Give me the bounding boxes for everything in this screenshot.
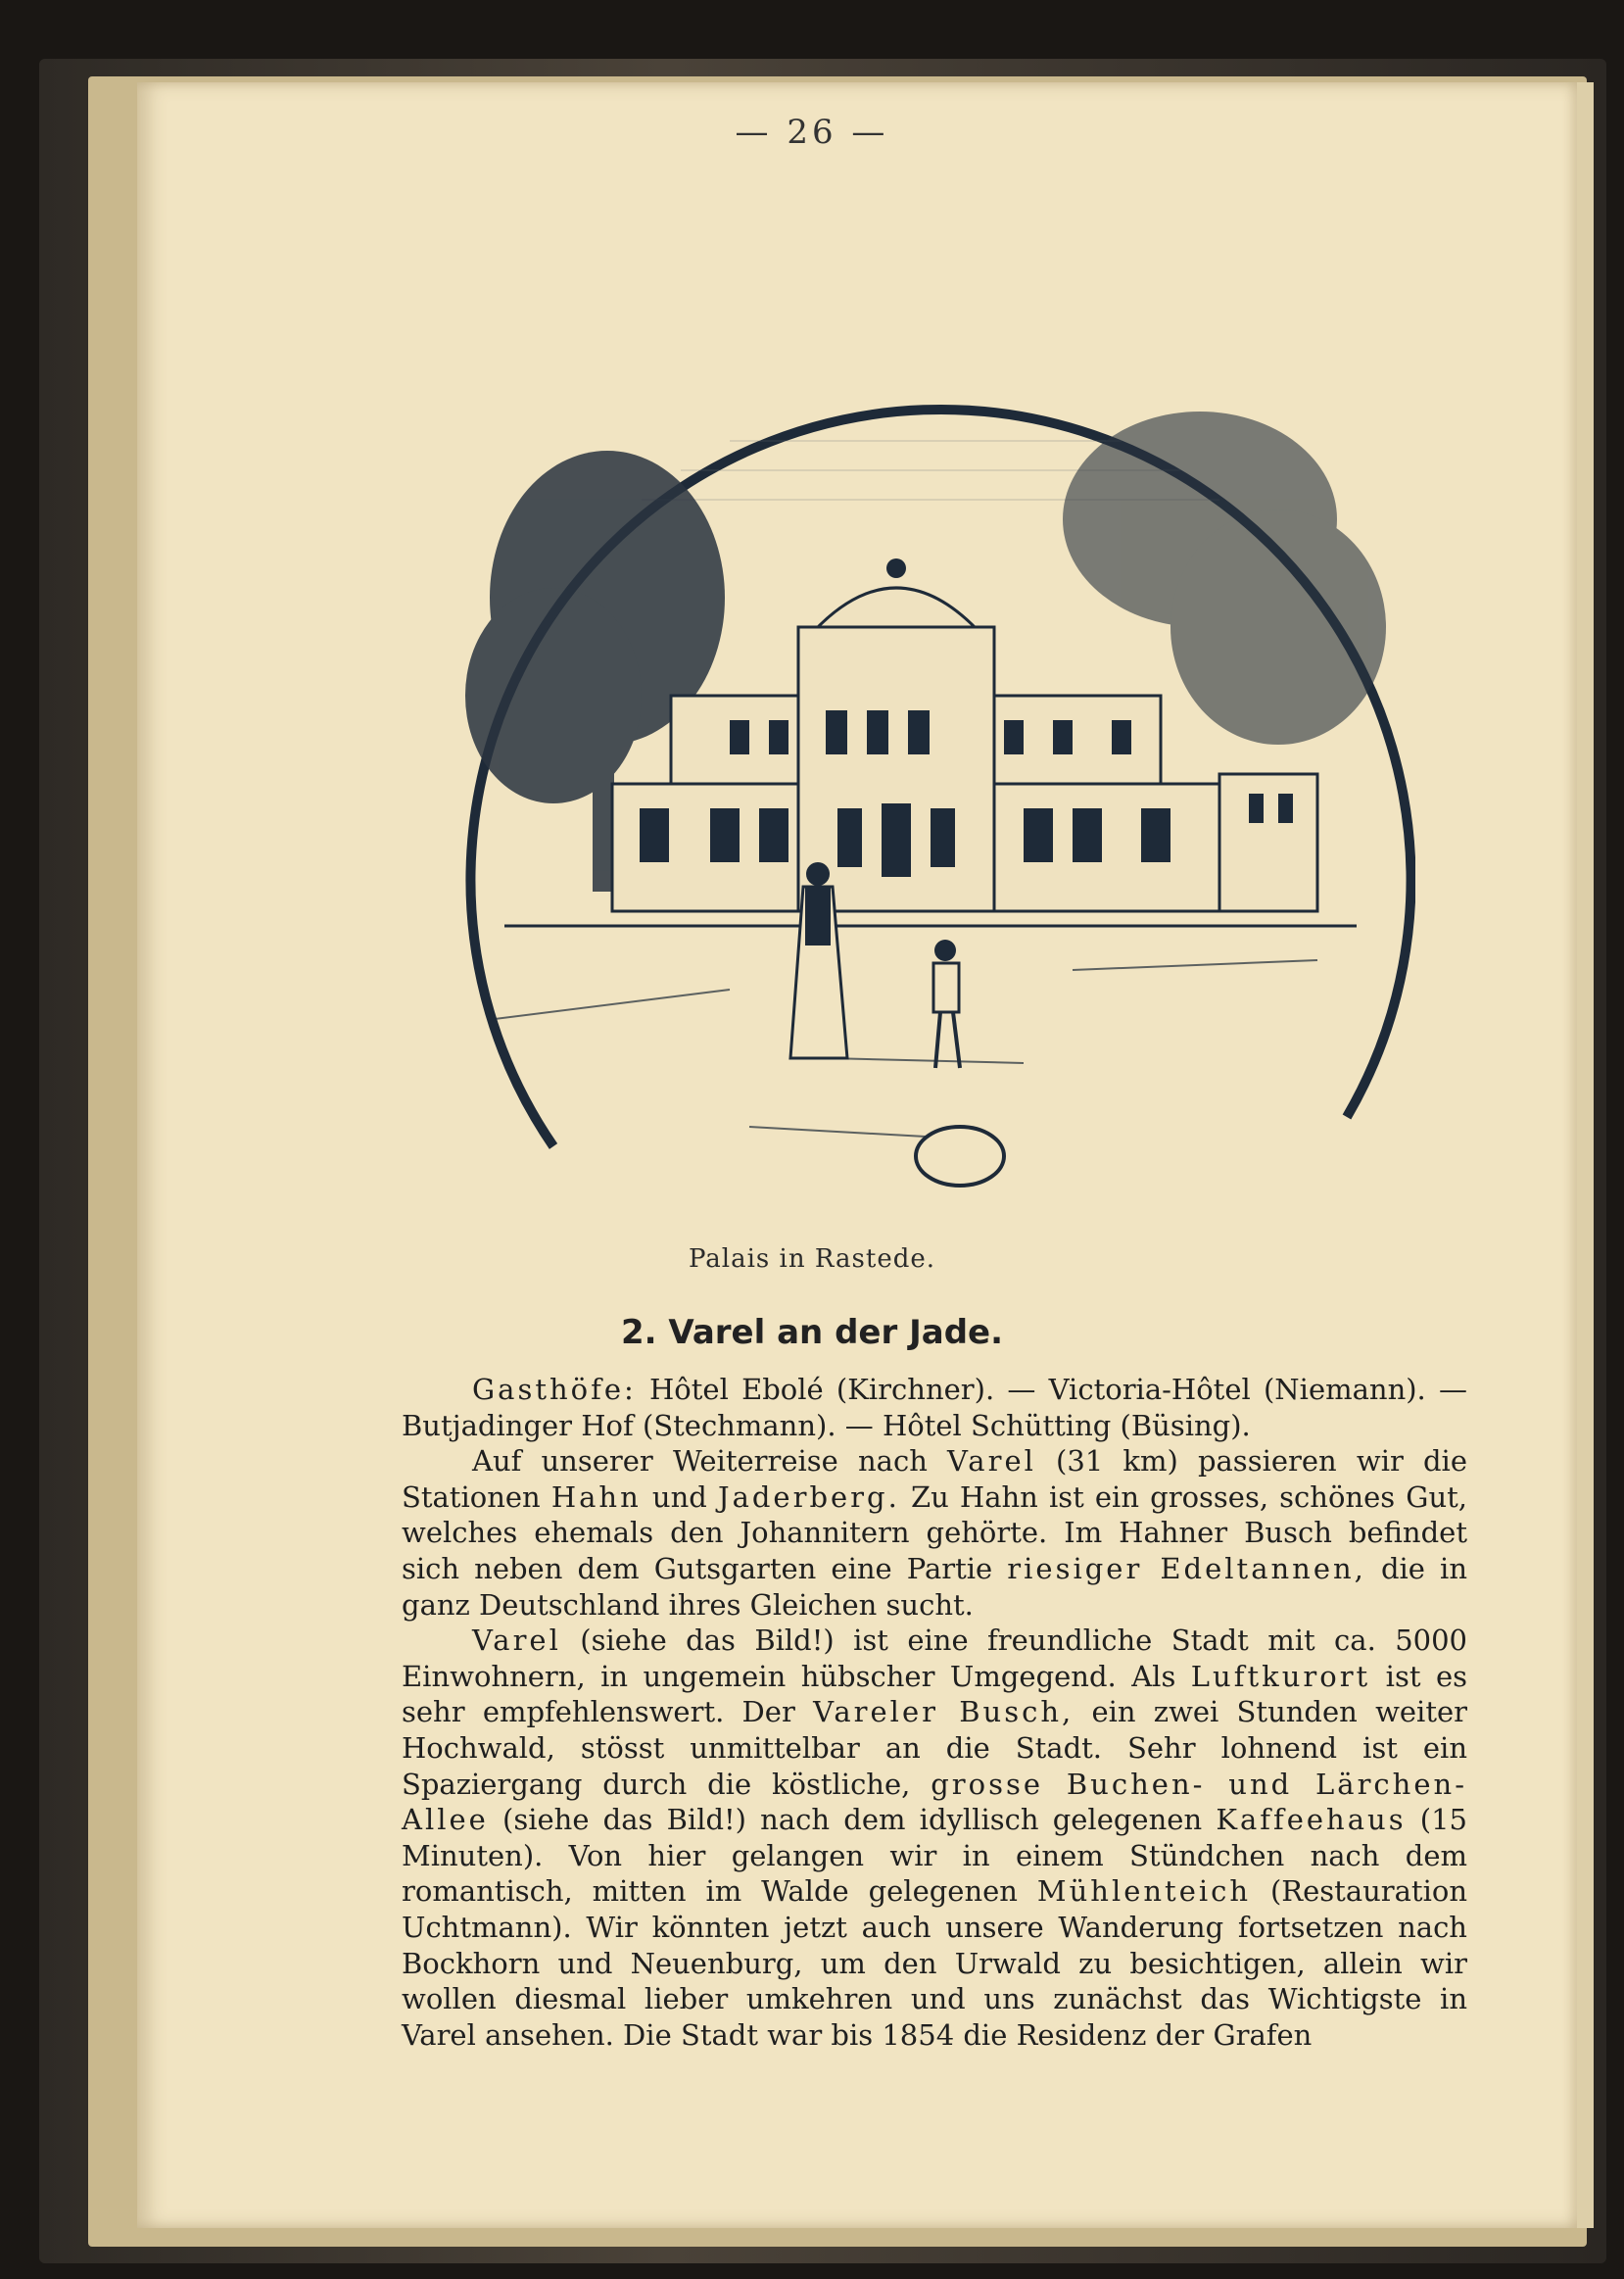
text-run: (Restauration Uchtmann). Wir könnten jetzt auch unsere Wanderung fortsetzen nach Bockhorn und Neuenburg, um den Urwald zu besichtigen, allein wir wollen diesmal lieber umkehren und uns zunächst das Wichtigste in Varel ansehen. Die Stadt war bis 1854 die Residenz der Grafen xyxy=(402,1874,1468,2052)
text-run: (siehe das Bild!) ist eine freundliche Stadt mit ca. 5000 Einwohnern, in ungemein hübscher Umgegend. Als xyxy=(402,1624,1467,1693)
emphasized-text: riesiger Edeltannen, xyxy=(1007,1551,1366,1585)
text-run: Zu Hahn ist ein grosses, schönes Gut, welches ehemals den Johannitern gehörte. Im Hahner Busch befindet sich neben dem Gutsgarten eine Partie xyxy=(402,1479,1467,1585)
emphasized-text: Mühlenteich xyxy=(1036,1874,1252,1909)
text-run: (siehe das Bild!) nach dem idyllisch gelegenen xyxy=(488,1803,1217,1837)
emphasized-text: Hahn xyxy=(550,1479,642,1514)
figure-caption: Palais in Rastede. xyxy=(688,1244,936,1274)
paragraph-weiterreise xyxy=(402,1443,1467,1623)
text-run: (15 Minuten). Von hier gelangen wir in einem Stündchen nach dem romantisch, mitten im Walde gelegenen xyxy=(402,1803,1467,1909)
text-run: und xyxy=(641,1479,718,1514)
text-run: die in ganz Deutschland ihres Gleichen sucht. xyxy=(402,1551,1467,1622)
text-run: Auf unserer Weiterreise nach xyxy=(472,1444,948,1479)
page-number: — 26 — xyxy=(735,113,889,152)
section-heading: 2. Varel an der Jade. xyxy=(620,1313,1004,1352)
emphasized-text: Varel xyxy=(947,1444,1036,1479)
emphasized-text: Varel xyxy=(472,1624,561,1658)
body-text xyxy=(402,1372,1467,2053)
emphasized-text: Vareler Busch, xyxy=(813,1695,1075,1729)
palace-illustration xyxy=(436,372,1415,1225)
paragraph-varel xyxy=(402,1623,1467,2053)
paragraph-gasthoefe xyxy=(402,1372,1467,1443)
text-run: ist es sehr empfehlenswert. Der xyxy=(402,1659,1467,1729)
text-run: (31 km) passieren wir die Stationen xyxy=(402,1444,1467,1514)
emphasized-text: grosse Buchen- und Lärchen-Allee xyxy=(402,1767,1467,1837)
emphasized-text: Jaderberg. xyxy=(717,1479,900,1514)
text-run: ein zwei Stunden weiter Hochwald, stösst unmittelbar an die Stadt. Sehr lohnend ist ein Spaziergang durch die köstliche, xyxy=(402,1695,1468,1801)
emphasized-text: Gasthöfe: xyxy=(472,1373,637,1406)
text-run: Hôtel Ebolé (Kirchner). — Victoria-Hôtel (Niemann). — Butjadinger Hof (Stechmann). — Hôtel Schütting (Büsing). xyxy=(402,1373,1467,1442)
emphasized-text: Luftkurort xyxy=(1190,1659,1371,1693)
emphasized-text: Kaffeehaus xyxy=(1216,1803,1407,1837)
